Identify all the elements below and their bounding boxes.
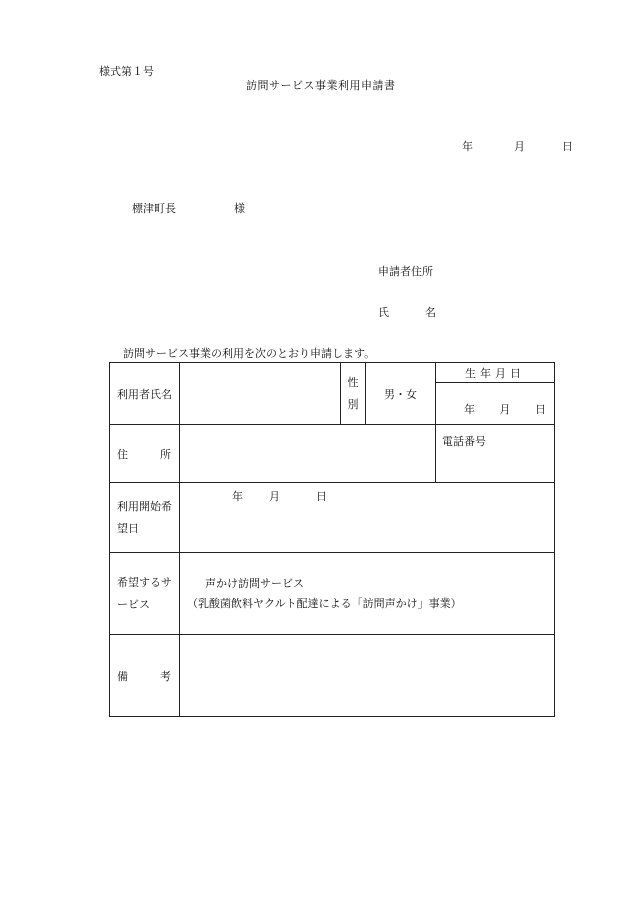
remarks-field[interactable] xyxy=(180,635,555,717)
service-label-cell xyxy=(110,553,180,635)
gender-options[interactable]: 男・女 xyxy=(366,363,436,425)
date-month-label: 月 xyxy=(514,140,525,153)
address-label-cell xyxy=(110,425,180,483)
remarks-label-2: 考 xyxy=(160,669,171,683)
user-name-field[interactable] xyxy=(180,363,341,425)
application-date xyxy=(462,141,573,152)
applicant-name-label-2: 名 xyxy=(425,306,436,319)
start-date-label-1: 利用開始希 xyxy=(117,499,172,513)
gender-label-2: 別 xyxy=(347,397,359,411)
service-label-2: ービス xyxy=(117,597,150,611)
gender-label-1: 性 xyxy=(347,375,359,389)
date-year-label: 年 xyxy=(462,140,473,153)
start-day-label: 日 xyxy=(316,490,327,503)
service-label-1: 希望するサ xyxy=(117,575,172,589)
addressee-honorific: 様 xyxy=(234,202,245,215)
user-name-label: 利用者氏名 xyxy=(117,387,172,401)
applicant-address-label: 申請者住所 xyxy=(378,265,433,278)
start-date-label-cell xyxy=(110,483,180,553)
service-field[interactable] xyxy=(180,553,555,635)
phone-label: 電話番号 xyxy=(442,435,486,448)
phone-field[interactable] xyxy=(436,425,555,483)
address-label-1: 住 xyxy=(117,447,128,461)
dob-field[interactable] xyxy=(436,383,555,425)
applicant-name-label-1: 氏 xyxy=(378,306,389,319)
start-year-label: 年 xyxy=(232,490,243,503)
start-month-label: 月 xyxy=(269,490,280,503)
address-field[interactable] xyxy=(180,425,436,483)
user-name-label-cell xyxy=(110,363,180,425)
address-label-2: 所 xyxy=(160,447,171,461)
date-day-label: 日 xyxy=(562,140,573,153)
form-number: 様式第１号 xyxy=(99,65,154,78)
start-date-field[interactable] xyxy=(180,483,555,553)
dob-year-label: 年 xyxy=(464,403,475,416)
application-table xyxy=(109,362,555,717)
gender-label-cell xyxy=(341,363,366,425)
start-date-label-2: 望日 xyxy=(117,521,139,535)
dob-month-label: 月 xyxy=(499,403,511,416)
service-line-1: 声かけ訪問サービス xyxy=(205,576,304,590)
dob-label: 生年月日 xyxy=(436,363,555,383)
page-title: 訪問サービス事業利用申請書 xyxy=(246,79,396,92)
dob-day-label: 日 xyxy=(535,403,546,416)
intro-text: 訪問サービス事業の利用を次のとおり申請します。 xyxy=(123,347,376,360)
remarks-label-cell xyxy=(110,635,180,717)
applicant-name-label xyxy=(378,307,436,318)
service-line-2: （乳酸菌飲料ヤクルト配達による「訪問声かけ」事業） xyxy=(187,596,462,610)
addressee xyxy=(132,203,245,214)
remarks-label-1: 備 xyxy=(117,669,128,683)
addressee-name: 標津町長 xyxy=(132,202,176,215)
